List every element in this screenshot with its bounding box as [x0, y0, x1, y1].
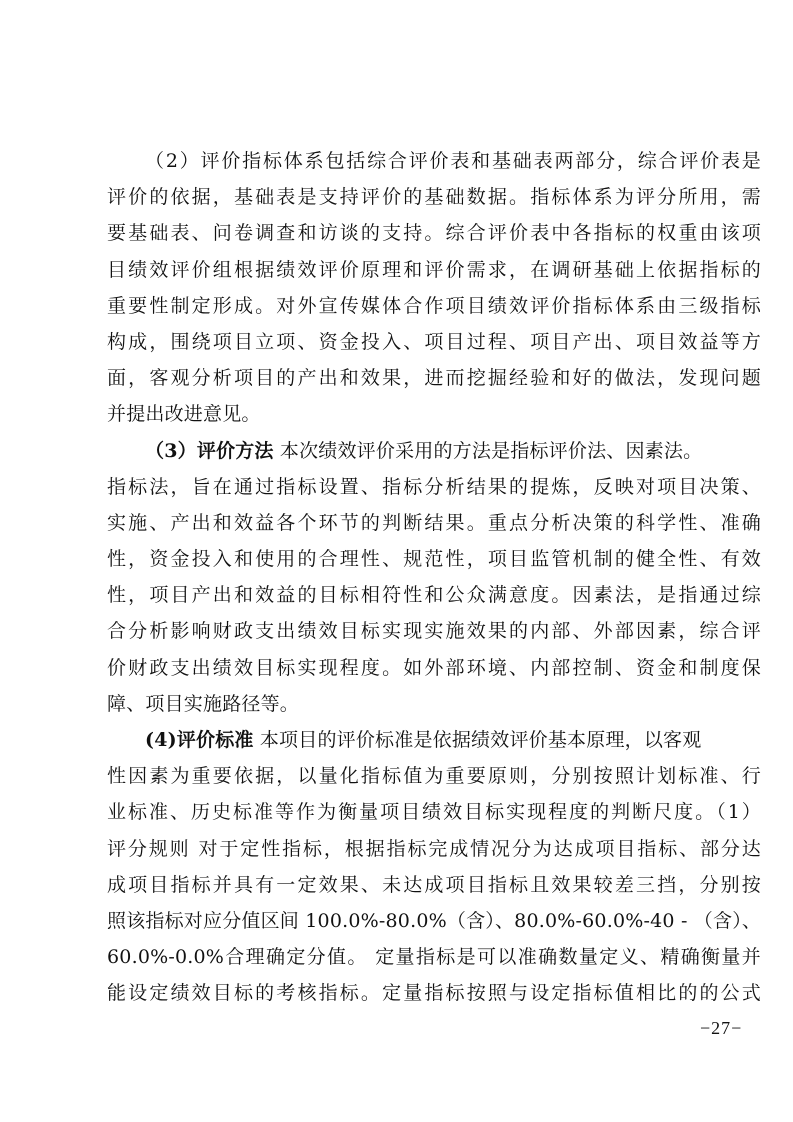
text-line: 障、项目实施路径等。 [107, 692, 300, 715]
text-line: 照该指标对应分值区间 100.0%-80.0%（含）、80.0%-60.0%-40 - （含）、 [107, 909, 762, 932]
page-number: −27− [700, 1018, 743, 1038]
heading-followup-text: 本项目的评价标准是依据绩效评价基本原理，以客观 [253, 729, 702, 751]
text-line: 评分规则 对于定性指标，根据指标完成情况分为达成项目指标、部分达 [107, 837, 761, 860]
text-line: 业标准、历史标准等作为衡量项目绩效目标实现程度的判断尺度。（1） [107, 801, 761, 824]
heading-followup-text: 本次绩效评价采用的方法是指标评价法、因素法。 [273, 439, 703, 462]
body-text [107, 143, 761, 1012]
text-line: 面，客观分析项目的产出和效果，进而挖掘经验和好的做法，发现问题 [107, 367, 761, 390]
text-line: 合分析影响财政支出绩效目标实现实施效果的内部、外部因素，综合评 [107, 620, 761, 643]
text-line: 实施、产出和效益各个环节的判断结果。重点分析决策的科学性、准确 [107, 511, 761, 534]
text-line: 性，项目产出和效益的目标相符性和公众满意度。因素法，是指通过综 [107, 584, 761, 607]
text-line: 成项目指标并具有一定效果、未达成项目指标且效果较差三挡，分别按 [107, 873, 761, 896]
section-heading: （3）评价方法 [145, 439, 274, 462]
paragraph-evaluation-index-system [107, 143, 761, 433]
text-line: 能设定绩效目标的考核指标。定量指标按照与设定指标值相比的的公式 [107, 982, 761, 1005]
text-line [107, 722, 761, 758]
text-line: 评价的依据，基础表是支持评价的基础数据。指标体系为评分所用，需 [107, 186, 761, 209]
text-line: 重要性制定形成。对外宣传媒体合作项目绩效评价指标体系由三级指标 [107, 294, 761, 317]
text-line: （2）评价指标体系包括综合评价表和基础表两部分，综合评价表是 [145, 150, 761, 172]
text-line: 构成，围绕项目立项、资金投入、项目过程、项目产出、项目效益等方 [107, 330, 761, 353]
text-line: 性，资金投入和使用的合理性、规范性，项目监管机制的健全性、有效 [107, 548, 761, 571]
text-line: 指标法，旨在通过指标设置、指标分析结果的提炼，反映对项目决策、 [107, 475, 761, 498]
paragraph-evaluation-standard [107, 722, 761, 1012]
text-line [107, 433, 761, 469]
text-line: 60.0%-0.0%合理确定分值。 定量指标是可以准确数量定义、精确衡量并 [107, 946, 761, 969]
text-line: 目绩效评价组根据绩效评价原理和评价需求，在调研基础上依据指标的 [107, 258, 761, 281]
text-line: 要基础表、问卷调查和访谈的支持。综合评价表中各指标的权重由该项 [107, 222, 761, 245]
section-heading: (4)评价标准 [145, 729, 254, 751]
text-line: 价财政支出绩效目标实现程度。如外部环境、内部控制、资金和制度保 [107, 656, 761, 679]
text-line: 性因素为重要依据，以量化指标值为重要原则，分别按照计划标准、行 [107, 765, 761, 788]
paragraph-evaluation-method [107, 433, 761, 723]
text-line: 并提出改进意见。 [107, 403, 261, 426]
